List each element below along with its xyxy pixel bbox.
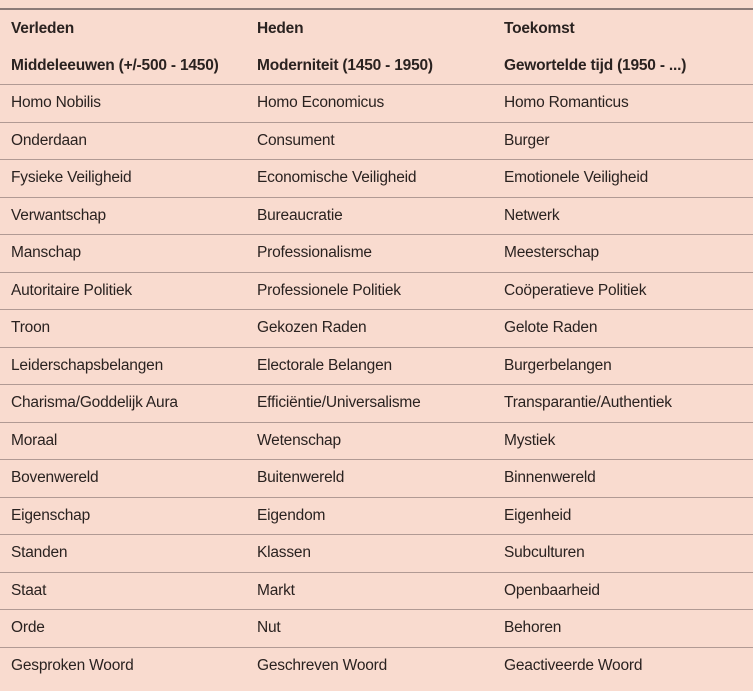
cell-verleden: Leiderschapsbelangen <box>11 356 163 374</box>
cell-toekomst: Behoren <box>504 619 562 637</box>
cell-toekomst: Meesterschap <box>504 244 599 262</box>
cell-heden: Klassen <box>257 544 311 562</box>
table-row <box>0 647 753 685</box>
cell-toekomst: Transparantie/Authentiek <box>504 394 672 412</box>
cell-heden: Buitenwereld <box>257 469 345 487</box>
table-row <box>0 534 753 572</box>
cell-heden: Nut <box>257 619 281 637</box>
table-row <box>0 272 753 310</box>
table-row <box>0 459 753 497</box>
table-row <box>0 122 753 160</box>
cell-heden: Economische Veiligheid <box>257 169 417 187</box>
cell-toekomst: Burger <box>504 131 550 149</box>
cell-toekomst: Homo Romanticus <box>504 94 629 112</box>
header-row <box>0 10 753 48</box>
cell-toekomst: Openbaarheid <box>504 581 600 599</box>
cell-heden: Electorale Belangen <box>257 356 392 374</box>
cell-verleden: Homo Nobilis <box>11 94 101 112</box>
cell-heden: Gekozen Raden <box>257 319 367 337</box>
cell-verleden: Gesproken Woord <box>11 656 134 674</box>
subheader-verleden: Middeleeuwen (+/-500 - 1450) <box>11 57 219 74</box>
cell-verleden: Standen <box>11 544 68 562</box>
cell-heden: Eigendom <box>257 506 326 524</box>
table-row <box>0 84 753 122</box>
cell-verleden: Autoritaire Politiek <box>11 281 132 299</box>
cell-verleden: Eigenschap <box>11 506 91 524</box>
cell-toekomst: Mystiek <box>504 431 556 449</box>
cell-verleden: Staat <box>11 581 47 599</box>
cell-heden: Homo Economicus <box>257 94 385 112</box>
cell-heden: Consument <box>257 131 335 149</box>
cell-toekomst: Geactiveerde Woord <box>504 656 643 674</box>
table-row <box>0 347 753 385</box>
table-row <box>0 497 753 535</box>
cell-toekomst: Emotionele Veiligheid <box>504 169 649 187</box>
table-row <box>0 309 753 347</box>
cell-heden: Markt <box>257 581 295 599</box>
subheader-toekomst: Gewortelde tijd (1950 - ...) <box>504 57 687 74</box>
header-verleden: Verleden <box>11 20 75 37</box>
cell-toekomst: Netwerk <box>504 206 560 224</box>
cell-verleden: Manschap <box>11 244 81 262</box>
table-row <box>0 572 753 610</box>
cell-verleden: Verwantschap <box>11 206 106 224</box>
header-toekomst: Toekomst <box>504 20 575 37</box>
subheader-heden: Moderniteit (1450 - 1950) <box>257 57 433 74</box>
cell-toekomst: Eigenheid <box>504 506 572 524</box>
table-row <box>0 422 753 460</box>
table-row <box>0 159 753 197</box>
table-row <box>0 234 753 272</box>
table-row <box>0 384 753 422</box>
header-heden: Heden <box>257 20 304 37</box>
cell-heden: Bureaucratie <box>257 206 343 224</box>
cell-toekomst: Gelote Raden <box>504 319 598 337</box>
cell-heden: Geschreven Woord <box>257 656 388 674</box>
cell-verleden: Onderdaan <box>11 131 87 149</box>
cell-heden: Professionele Politiek <box>257 281 401 299</box>
cell-verleden: Orde <box>11 619 45 637</box>
table-row <box>0 609 753 647</box>
cell-verleden: Moraal <box>11 431 58 449</box>
table-row <box>0 197 753 235</box>
cell-toekomst: Burgerbelangen <box>504 356 612 374</box>
cell-verleden: Bovenwereld <box>11 469 99 487</box>
cell-verleden: Fysieke Veiligheid <box>11 169 132 187</box>
cell-toekomst: Binnenwereld <box>504 469 596 487</box>
cell-toekomst: Subculturen <box>504 544 585 562</box>
cell-verleden: Troon <box>11 319 50 337</box>
subheader-row <box>0 48 753 84</box>
cell-heden: Efficiëntie/Universalisme <box>257 394 421 412</box>
cell-heden: Wetenschap <box>257 431 341 449</box>
cell-verleden: Charisma/Goddelijk Aura <box>11 394 178 412</box>
cell-heden: Professionalisme <box>257 244 372 262</box>
cell-toekomst: Coöperatieve Politiek <box>504 281 647 299</box>
